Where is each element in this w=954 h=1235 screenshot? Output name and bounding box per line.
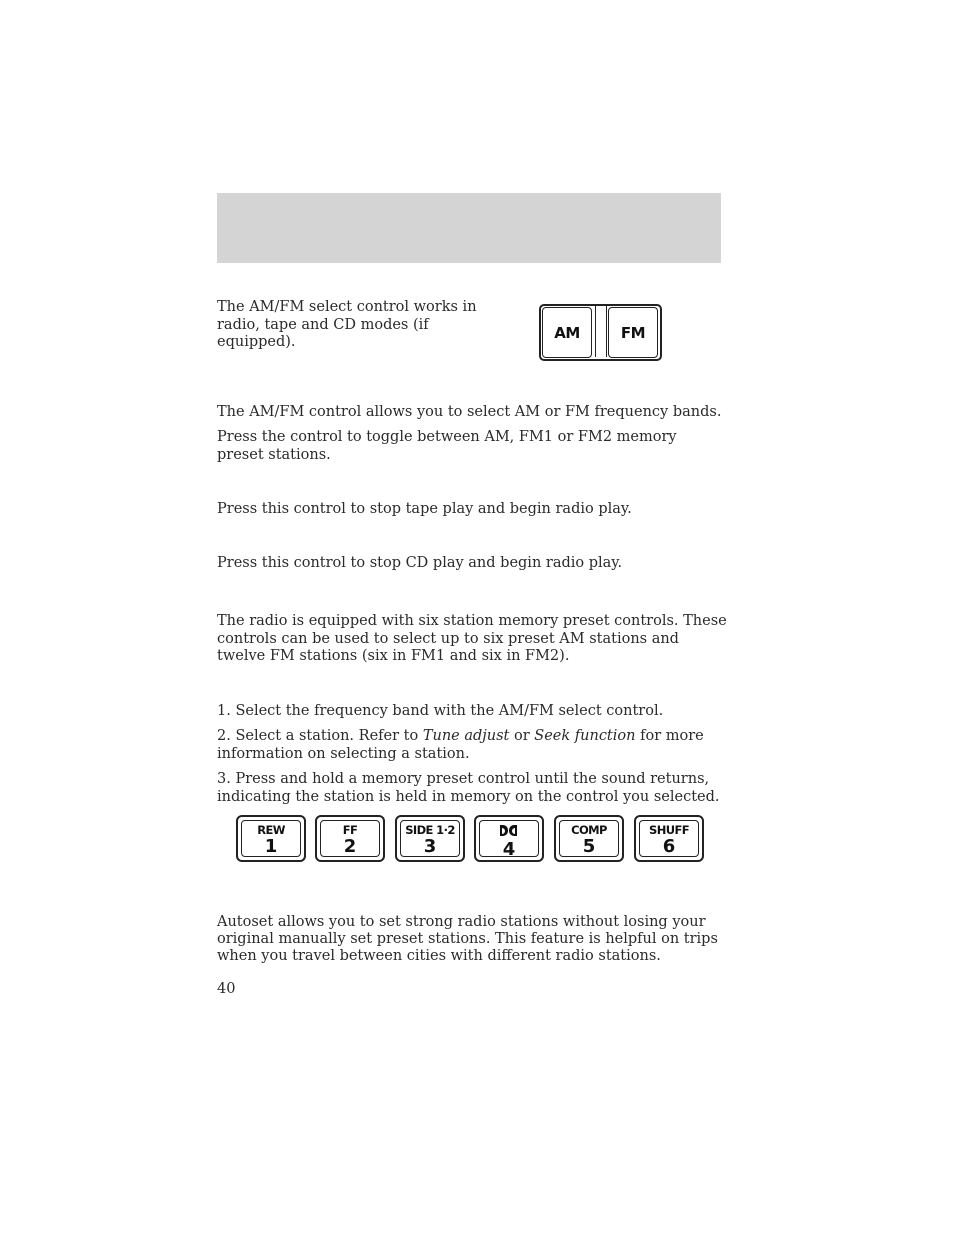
preset-button-5-face: [559, 820, 619, 857]
preset-button-2-face: [320, 820, 380, 857]
preset-button-1-face: [241, 820, 301, 857]
step-2-or: or: [509, 728, 535, 744]
step-1: 1. Select the frequency band with the AM/FM select control.: [217, 703, 664, 719]
page-number: 40: [217, 981, 236, 997]
preset-button-4[interactable]: [474, 815, 544, 862]
fm-button[interactable]: FM: [608, 307, 658, 358]
amfm-divider: [595, 306, 607, 357]
memory-presets-text: The radio is equipped with six station memory preset controls. These controls can be used to select up to six preset AM stations and twelve FM stations (six in FM1 and six in FM2).: [217, 613, 727, 664]
preset-button-2[interactable]: [315, 815, 385, 862]
preset-2-number: 2: [343, 836, 357, 857]
preset-3-label: SIDE 1·2: [405, 823, 455, 837]
am-button[interactable]: AM: [542, 307, 592, 358]
preset-button-3[interactable]: [395, 815, 465, 862]
preset-6-label: SHUFF: [649, 823, 689, 837]
dolby-icon: [500, 825, 518, 836]
preset-button-4-face: [479, 820, 539, 860]
preset-3-number: 3: [423, 836, 437, 857]
preset-button-6[interactable]: [634, 815, 704, 862]
preset-1-number: 1: [264, 836, 278, 857]
preset-button-6-face: [639, 820, 699, 857]
step-2: [217, 728, 727, 763]
stop-tape-text: Press this control to stop tape play and begin radio play.: [217, 501, 632, 517]
tune-adjust-reference: Tune adjust: [422, 728, 510, 744]
preset-4-number: 4: [502, 839, 516, 860]
preset-5-label: COMP: [571, 823, 607, 837]
toggle-text: Press the control to toggle between AM, FM1 or FM2 memory preset stations.: [217, 429, 677, 463]
preset-2-label: FF: [342, 823, 358, 837]
amfm-intro-text: The AM/FM select control works in radio, tape and CD modes (if equipped).: [217, 299, 477, 350]
preset-button-3-face: [400, 820, 460, 857]
select-bands-text: The AM/FM control allows you to select AM or FM frequency bands.: [217, 404, 722, 420]
seek-function-reference: Seek function: [534, 728, 636, 744]
section-header-band: [217, 193, 721, 263]
preset-1-label: REW: [257, 823, 285, 837]
memory-preset-controls: [236, 815, 706, 863]
step-2-suffix: for more information on selecting a station.: [217, 728, 704, 762]
stop-cd-text: Press this control to stop CD play and begin radio play.: [217, 555, 623, 571]
preset-button-5[interactable]: [554, 815, 624, 862]
amfm-control-illustration: [539, 304, 662, 361]
preset-6-number: 6: [662, 836, 676, 857]
step-2-prefix: 2. Select a station. Refer to: [217, 728, 423, 744]
preset-button-1[interactable]: [236, 815, 306, 862]
autoset-text: Autoset allows you to set strong radio stations without losing your original manually set preset stations. This feature is helpful on trips when you travel between cities with different radio stations.: [217, 914, 718, 964]
preset-5-number: 5: [582, 836, 596, 857]
step-3: 3. Press and hold a memory preset control until the sound returns, indicating the station is held in memory on the control you selected.: [217, 771, 720, 805]
